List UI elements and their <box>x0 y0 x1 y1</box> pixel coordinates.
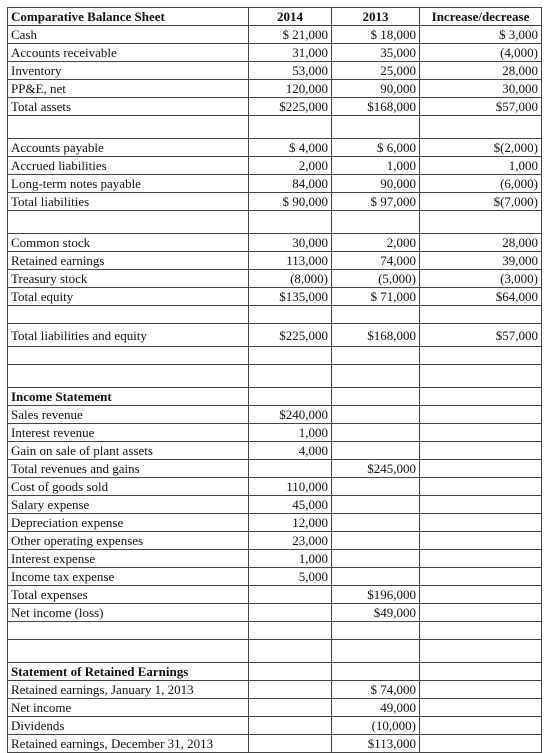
value-2013: 74,000 <box>332 252 420 270</box>
asset-row-ppe <box>8 80 542 98</box>
row-label: Treasury stock <box>8 270 249 288</box>
asset-row-cash <box>8 26 542 44</box>
asset-row-inventory <box>8 62 542 80</box>
value-2014: $ 4,000 <box>249 139 332 157</box>
amount: 45,000 <box>249 496 332 514</box>
income-row-gain-on-sale <box>8 442 542 460</box>
spacer-row <box>8 306 542 324</box>
re-row-ending <box>8 735 542 753</box>
value-change: (3,000) <box>420 270 542 288</box>
value-2013: 1,000 <box>332 157 420 175</box>
amount: 110,000 <box>249 478 332 496</box>
total-liabilities-row <box>8 193 542 211</box>
total-liabilities-equity-row <box>8 324 542 347</box>
value-change: 28,000 <box>420 234 542 252</box>
spacer-row <box>8 365 542 388</box>
value-change: (4,000) <box>420 44 542 62</box>
value-change: $(2,000) <box>420 139 542 157</box>
row-label: Other operating expenses <box>8 532 249 550</box>
spacer-row <box>8 116 542 139</box>
value-2014: $135,000 <box>249 288 332 306</box>
row-label: Long-term notes payable <box>8 175 249 193</box>
row-label: Gain on sale of plant assets <box>8 442 249 460</box>
amount: $49,000 <box>332 604 420 622</box>
row-label: Total assets <box>8 98 249 116</box>
amount: 4,000 <box>249 442 332 460</box>
asset-row-accounts-receivable <box>8 44 542 62</box>
total-expenses-row <box>8 586 542 604</box>
net-income-row <box>8 604 542 622</box>
column-header-2014: 2014 <box>249 8 332 26</box>
row-label: Total liabilities and equity <box>8 324 249 347</box>
balance-sheet-title: Comparative Balance Sheet <box>8 8 249 26</box>
value-2013: 35,000 <box>332 44 420 62</box>
retained-earnings-title: Statement of Retained Earnings <box>8 663 249 681</box>
spacer-row <box>8 347 542 365</box>
spacer-row <box>8 622 542 640</box>
row-label: Total revenues and gains <box>8 460 249 478</box>
value-change: 39,000 <box>420 252 542 270</box>
amount: $245,000 <box>332 460 420 478</box>
value-2014: (8,000) <box>249 270 332 288</box>
amount: 12,000 <box>249 514 332 532</box>
row-label: Interest expense <box>8 550 249 568</box>
total-equity-row <box>8 288 542 306</box>
financial-statements-table <box>7 7 542 753</box>
value-2013: 25,000 <box>332 62 420 80</box>
total-assets-row <box>8 98 542 116</box>
income-statement-header-row <box>8 388 542 406</box>
row-label: Total liabilities <box>8 193 249 211</box>
value-2013: $168,000 <box>332 324 420 347</box>
value-2014: $225,000 <box>249 324 332 347</box>
row-label: Cash <box>8 26 249 44</box>
value-2014: $225,000 <box>249 98 332 116</box>
equity-row-common-stock <box>8 234 542 252</box>
row-label: Inventory <box>8 62 249 80</box>
value-change: 28,000 <box>420 62 542 80</box>
amount: $240,000 <box>249 406 332 424</box>
income-row-interest-revenue <box>8 424 542 442</box>
value-2013: (5,000) <box>332 270 420 288</box>
row-label: Income tax expense <box>8 568 249 586</box>
value-change: $57,000 <box>420 324 542 347</box>
income-row-sales <box>8 406 542 424</box>
row-label: Salary expense <box>8 496 249 514</box>
liability-row-accrued <box>8 157 542 175</box>
row-label: Total equity <box>8 288 249 306</box>
amount: 23,000 <box>249 532 332 550</box>
spacer-row <box>8 640 542 663</box>
value-change: 30,000 <box>420 80 542 98</box>
value-2014: 31,000 <box>249 44 332 62</box>
re-row-net-income <box>8 699 542 717</box>
amount: (10,000) <box>332 717 420 735</box>
value-2013: $168,000 <box>332 98 420 116</box>
equity-row-retained-earnings <box>8 252 542 270</box>
value-2014: 120,000 <box>249 80 332 98</box>
value-2013: $ 6,000 <box>332 139 420 157</box>
amount: 5,000 <box>249 568 332 586</box>
expense-row-cogs <box>8 478 542 496</box>
row-label: Cost of goods sold <box>8 478 249 496</box>
value-change: $(7,000) <box>420 193 542 211</box>
row-label: Sales revenue <box>8 406 249 424</box>
value-2014: 53,000 <box>249 62 332 80</box>
value-2014: $ 90,000 <box>249 193 332 211</box>
value-2013: $ 18,000 <box>332 26 420 44</box>
value-2013: $ 71,000 <box>332 288 420 306</box>
row-label: Retained earnings, January 1, 2013 <box>8 681 249 699</box>
re-row-dividends <box>8 717 542 735</box>
row-label: Depreciation expense <box>8 514 249 532</box>
row-label: Retained earnings, December 31, 2013 <box>8 735 249 753</box>
spacer-row <box>8 211 542 234</box>
value-change: $57,000 <box>420 98 542 116</box>
equity-row-treasury-stock <box>8 270 542 288</box>
row-label: Accounts receivable <box>8 44 249 62</box>
row-label: Accrued liabilities <box>8 157 249 175</box>
value-2013: 90,000 <box>332 175 420 193</box>
row-label: Net income <box>8 699 249 717</box>
value-2013: 90,000 <box>332 80 420 98</box>
row-label: Total expenses <box>8 586 249 604</box>
row-label: Interest revenue <box>8 424 249 442</box>
row-label: Accounts payable <box>8 139 249 157</box>
value-2014: 30,000 <box>249 234 332 252</box>
liability-row-accounts-payable <box>8 139 542 157</box>
expense-row-income-tax <box>8 568 542 586</box>
column-header-2013: 2013 <box>332 8 420 26</box>
column-header-change: Increase/decrease <box>420 8 542 26</box>
amount: $ 74,000 <box>332 681 420 699</box>
amount: 1,000 <box>249 550 332 568</box>
liability-row-notes-payable <box>8 175 542 193</box>
amount: 1,000 <box>249 424 332 442</box>
row-label: Retained earnings <box>8 252 249 270</box>
retained-earnings-header-row <box>8 663 542 681</box>
row-label: Dividends <box>8 717 249 735</box>
value-change: $64,000 <box>420 288 542 306</box>
value-change: 1,000 <box>420 157 542 175</box>
expense-row-interest <box>8 550 542 568</box>
expense-row-depreciation <box>8 514 542 532</box>
expense-row-other-operating <box>8 532 542 550</box>
amount: $196,000 <box>332 586 420 604</box>
row-label: Common stock <box>8 234 249 252</box>
amount: 49,000 <box>332 699 420 717</box>
value-2013: 2,000 <box>332 234 420 252</box>
value-2014: 84,000 <box>249 175 332 193</box>
re-row-beginning <box>8 681 542 699</box>
total-revenues-row <box>8 460 542 478</box>
row-label: Net income (loss) <box>8 604 249 622</box>
balance-sheet-header-row <box>8 8 542 26</box>
value-2014: 113,000 <box>249 252 332 270</box>
value-2013: $ 97,000 <box>332 193 420 211</box>
row-label: PP&E, net <box>8 80 249 98</box>
value-change: (6,000) <box>420 175 542 193</box>
value-change: $ 3,000 <box>420 26 542 44</box>
expense-row-salary <box>8 496 542 514</box>
amount: $113,000 <box>332 735 420 753</box>
value-2014: $ 21,000 <box>249 26 332 44</box>
income-statement-title: Income Statement <box>8 388 249 406</box>
value-2014: 2,000 <box>249 157 332 175</box>
